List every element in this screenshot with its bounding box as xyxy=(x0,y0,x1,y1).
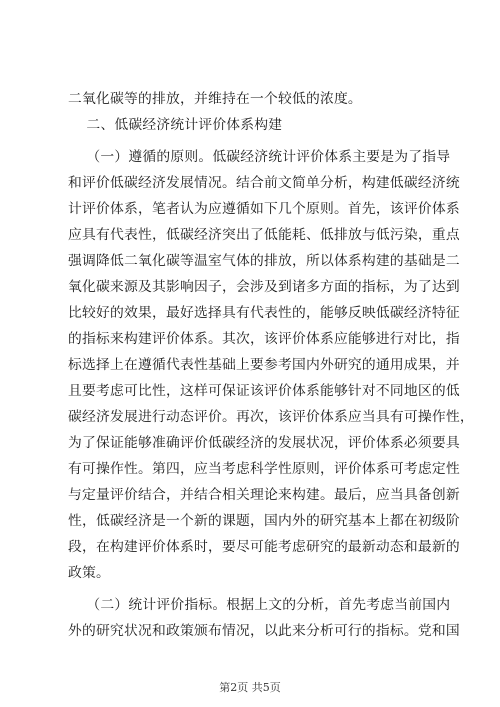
text-line: 强调降低二氧化碳等温室气体的排放，所以体系构建的基础是二 xyxy=(68,253,460,269)
text-line: 段，在构建评价体系时，要尽可能考虑研究的最新动态和最新的 xyxy=(68,539,460,555)
text-line: 计评价体系，笔者认为应遵循如下几个原则。首先，该评价体系 xyxy=(68,201,460,217)
text-line: 和评价低碳经济发展情况。结合前文简单分析，构建低碳经济统 xyxy=(68,175,460,191)
text-line: 性，低碳经济是一个新的课题，国内外的研究基本上都在初级阶 xyxy=(68,513,460,529)
text-line: 碳经济发展进行动态评价。再次，该评价体系应当具有可操作性， xyxy=(68,409,474,425)
text-line: 有可操作性。第四，应当考虑科学性原则，评价体系可考虑定性 xyxy=(68,461,460,477)
text-line: 政策。 xyxy=(68,565,110,581)
section-heading: 二、低碳经济统计评价体系构建 xyxy=(68,117,283,133)
text-line: 标选择上在遵循代表性基础上要参考国内外研究的通用成果，并 xyxy=(68,357,460,373)
document-body xyxy=(68,86,474,644)
page-number-footer: 第2页 共5页 xyxy=(219,681,281,694)
text-line: （一）遵循的原则。低碳经济统计评价体系主要是为了指导 xyxy=(68,149,451,165)
text-line: 为了保证能够准确评价低碳经济的发展状况，评价体系必须要具 xyxy=(68,435,460,451)
text-line: 且要考虑可比性，这样可保证该评价体系能够针对不同地区的低 xyxy=(68,383,460,399)
text-line: 应具有代表性，低碳经济突出了低能耗、低排放与低污染，重点 xyxy=(68,227,460,243)
text-line: 二氧化碳等的排放，并维持在一个较低的浓度。 xyxy=(68,91,362,107)
text-line: 氧化碳来源及其影响因子，会涉及到诸多方面的指标，为了达到 xyxy=(68,279,460,295)
text-line: 比较好的效果，最好选择具有代表性的，能够反映低碳经济特征 xyxy=(68,305,460,321)
text-line: 与定量评价结合，并结合相关理论来构建。最后，应当具备创新 xyxy=(68,487,460,503)
text-line: （二）统计评价指标。根据上文的分析，首先考虑当前国内 xyxy=(68,597,451,613)
text-line: 的指标来构建评价体系。其次，该评价体系应能够进行对比，指 xyxy=(68,331,460,347)
text-line: 外的研究状况和政策颁布情况，以此来分析可行的指标。党和国 xyxy=(68,623,460,639)
